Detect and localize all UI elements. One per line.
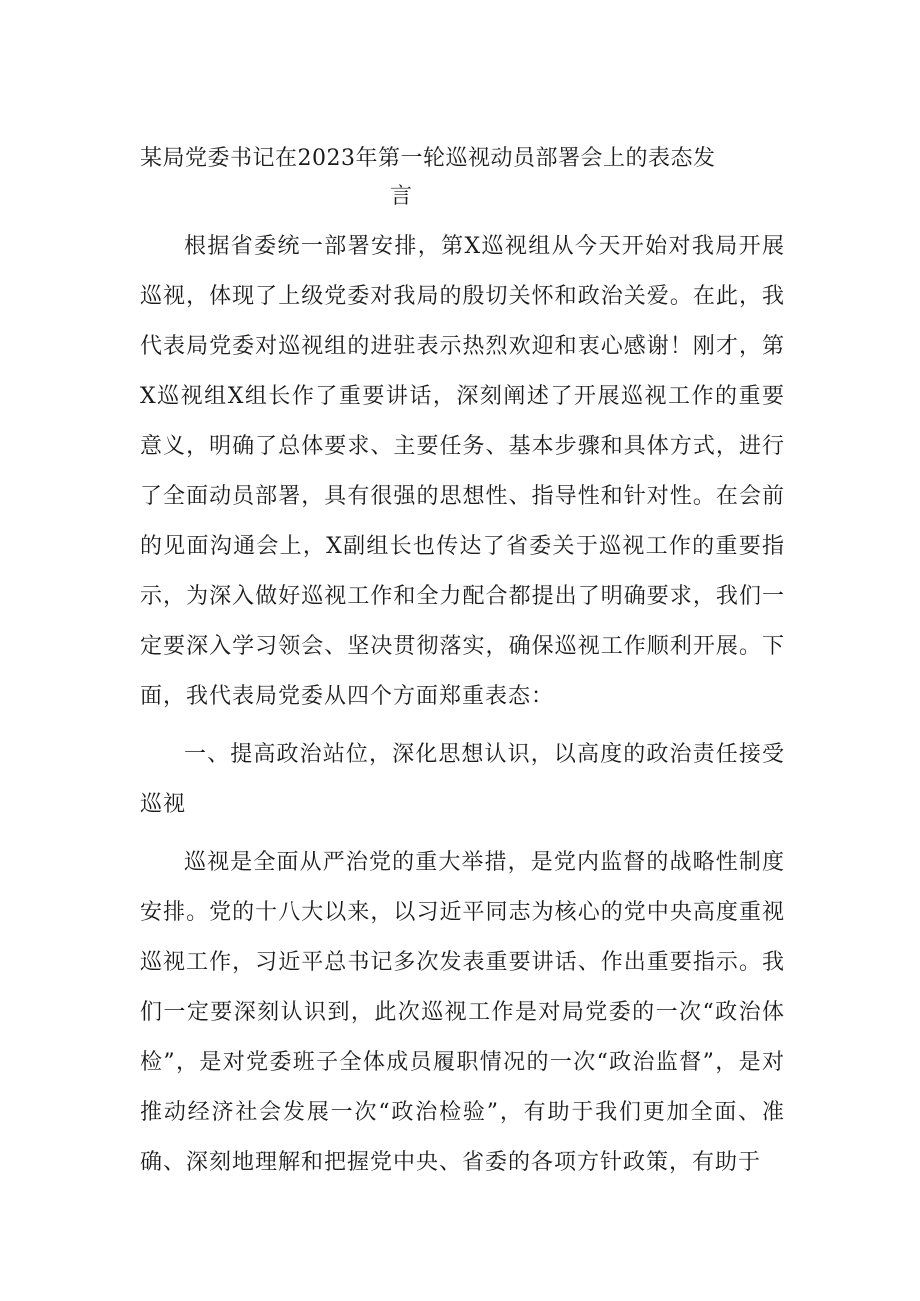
title-line-2: 言: [390, 184, 413, 209]
section-heading-1: 一、提高政治站位，深化思想认识，以高度的政治责任接受巡视: [140, 742, 785, 817]
document-body: [140, 222, 785, 1188]
paragraph-intro: 根据省委统一部署安排，第X巡视组从今天开始对我局开展巡视，体现了上级党委对我局的殷切关怀和政治关爱。在此，我代表局党委对巡视组的进驻表示热烈欢迎和衷心感谢！刚才，第X巡视组X组长作了重要讲话，深刻阐述了开展巡视工作的重要意义，明确了总体要求、主要任务、基本步骤和具体方式，进行了全面动员部署，具有很强的思想性、指导性和针对性。在会前的见面沟通会上，X副组长也传达了省委关于巡视工作的重要指示，为深入做好巡视工作和全力配合都提出了明确要求，我们一定要深入学习领会、坚决贯彻落实，确保巡视工作顺利开展。下面，我代表局党委从四个方面郑重表态：: [140, 234, 785, 709]
title-line-1: 某局党委书记在2023年第一轮巡视动员部署会上的表态发: [140, 146, 716, 171]
document-title: [140, 140, 780, 216]
paragraph-section-1: 巡视是全面从严治党的重大举措，是党内监督的战略性制度安排。党的十八大以来，以习近平同志为核心的党中央高度重视巡视工作，习近平总书记多次发表重要讲话、作出重要指示。我们一定要深刻认识到，此次巡视工作是对局党委的一次“政治体检”，是对党委班子全体成员履职情况的一次“政治监督”，是对推动经济社会发展一次“政治检验”，有助于我们更加全面、准确、深刻地理解和把握党中央、省委的各项方针政策，有助于: [140, 850, 785, 1175]
